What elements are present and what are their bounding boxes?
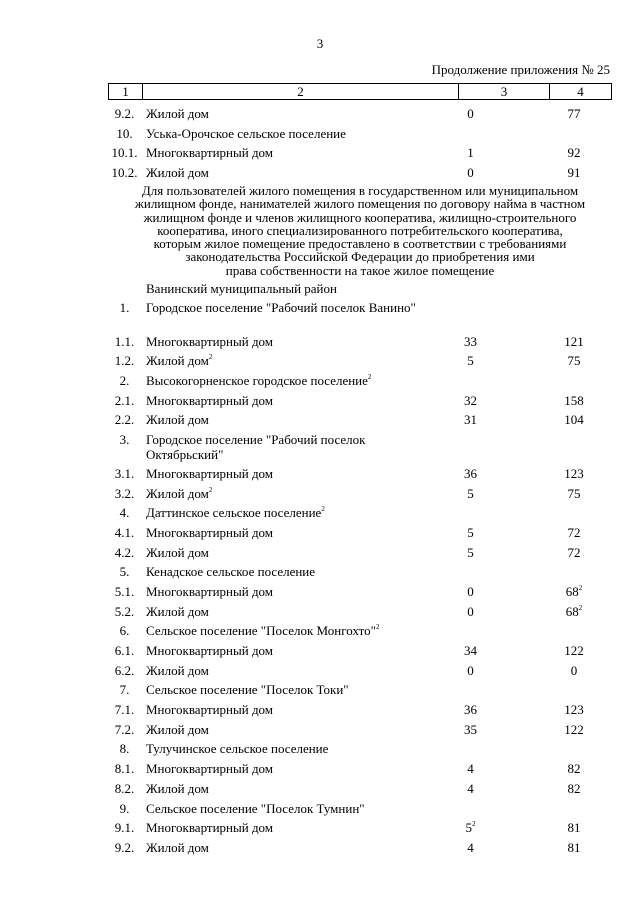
table-row bbox=[108, 545, 612, 565]
row-name: Жилой дом$^2$ bbox=[146, 353, 213, 369]
row-number: 5. bbox=[119, 564, 130, 580]
row-name: Многоквартирный дом bbox=[146, 465, 274, 481]
row-col-4: 81 bbox=[567, 839, 581, 855]
row-name: Жилой дом bbox=[146, 544, 209, 560]
note-line: жилищном фонде, нанимателей жилого помещения по договору найма в частном bbox=[134, 196, 586, 212]
row-number: 8.1. bbox=[114, 761, 135, 777]
row-name: Многоквартирный дом bbox=[146, 702, 274, 718]
table-row bbox=[108, 393, 612, 413]
row-col-4: 72 bbox=[567, 544, 581, 560]
row-col-4: 158 bbox=[564, 392, 584, 408]
row-col-4: 123 bbox=[564, 465, 584, 481]
table-row bbox=[108, 300, 612, 334]
row-name: Многоквартирный дом bbox=[146, 145, 274, 161]
row-name: Жилой дом bbox=[146, 780, 209, 796]
row-number: 3.1. bbox=[114, 465, 135, 481]
row-number: 6.2. bbox=[114, 662, 135, 678]
table-row bbox=[108, 505, 612, 525]
row-col-3: 0 bbox=[467, 106, 474, 121]
table-row bbox=[108, 702, 612, 722]
note-line: жилищном фонде и членов жилищного кооператива, жилищно-строительного bbox=[143, 209, 577, 225]
table-row bbox=[108, 663, 612, 683]
row-number: 7. bbox=[119, 682, 130, 698]
row-name: Уська-Орочское сельское поселение bbox=[146, 125, 346, 141]
row-number: 6.1. bbox=[114, 643, 135, 658]
row-number: 2.1. bbox=[114, 392, 135, 408]
row-name: Жилой дом bbox=[146, 164, 209, 180]
row-name: Жилой дом bbox=[146, 721, 209, 737]
footnote-mark: 2 bbox=[208, 485, 213, 494]
row-col-4: 82 bbox=[567, 761, 581, 777]
table-row bbox=[108, 145, 612, 165]
row-name: Многоквартирный дом bbox=[146, 820, 274, 836]
row-number: 1.2. bbox=[114, 353, 135, 369]
row-number: 2. bbox=[119, 373, 130, 389]
row-name: Многоквартирный дом bbox=[146, 392, 274, 408]
table-row bbox=[108, 353, 612, 373]
row-name: Городское поселение "Рабочий поселок Октябрьский" bbox=[146, 432, 366, 463]
note-line: которым жилое помещение предоставлено в соответствии с требованиями bbox=[153, 236, 567, 252]
row-col-4: 92 bbox=[567, 145, 581, 161]
row-number: 9.2. bbox=[114, 106, 135, 121]
row-col-3: 5 bbox=[467, 524, 474, 540]
footnote-mark: 2 bbox=[578, 603, 583, 612]
table-row bbox=[108, 564, 612, 584]
table-row bbox=[108, 466, 612, 486]
row-name: Сельское поселение "Поселок Монгохто"$^2$ bbox=[146, 623, 380, 639]
table-row bbox=[108, 840, 612, 860]
row-col-3: 5 bbox=[467, 353, 474, 369]
row-name: Жилой дом$^2$ bbox=[146, 485, 213, 501]
region-title: Ванинский муниципальный район bbox=[146, 281, 337, 296]
table-row bbox=[108, 486, 612, 506]
row-col-3: 36 bbox=[464, 465, 477, 481]
table-row bbox=[108, 820, 612, 840]
note-line: Для пользователей жилого помещения в государственном или муниципальном bbox=[141, 183, 579, 198]
row-name: Многоквартирный дом bbox=[146, 524, 274, 540]
row-col-4: 75 bbox=[567, 353, 581, 369]
row-col-3: 0 bbox=[467, 662, 474, 678]
row-col-3: 36 bbox=[464, 702, 477, 718]
row-col-3: 1 bbox=[467, 145, 474, 161]
row-col-3: 0 bbox=[467, 603, 474, 619]
footnote-mark: 2 bbox=[321, 505, 325, 514]
row-number: 6. bbox=[119, 623, 130, 639]
row-name: Сельское поселение "Поселок Токи" bbox=[146, 682, 349, 698]
row-col-3: $5^2$ bbox=[465, 820, 476, 836]
row-number: 8. bbox=[119, 741, 130, 757]
row-name: Жилой дом bbox=[146, 603, 209, 619]
row-name: Многоквартирный дом bbox=[146, 333, 274, 349]
note-line: законодательства Российской Федерации до приобретения ими bbox=[185, 249, 535, 265]
row-name: Многоквартирный дом bbox=[146, 643, 274, 658]
row-number: 10. bbox=[116, 125, 133, 141]
row-number: 9.2. bbox=[114, 839, 135, 855]
row-col-3: 35 bbox=[464, 721, 477, 737]
row-col-4: 122 bbox=[564, 643, 584, 658]
footnote-mark: 2 bbox=[367, 373, 372, 382]
row-col-3: 4 bbox=[467, 761, 474, 777]
row-name: Тулучинское сельское поселение bbox=[146, 741, 329, 757]
row-number: 8.2. bbox=[114, 780, 135, 796]
row-number: 3.2. bbox=[114, 485, 135, 501]
note-line: права собственности на такое жилое помещение bbox=[225, 262, 495, 278]
row-col-4: 72 bbox=[567, 524, 581, 540]
category-note bbox=[108, 184, 612, 277]
table-row bbox=[108, 801, 612, 821]
table-row bbox=[108, 643, 612, 663]
table-row bbox=[108, 525, 612, 545]
row-col-4: 77 bbox=[567, 106, 581, 121]
table-row bbox=[108, 722, 612, 742]
table-row bbox=[108, 623, 612, 643]
row-col-3: 5 bbox=[467, 485, 474, 501]
header-col-4: 4 bbox=[577, 84, 584, 99]
table-row bbox=[108, 106, 612, 126]
row-col-4: 82 bbox=[567, 780, 581, 796]
continuation-label: Продолжение приложения № 25 bbox=[431, 62, 610, 77]
row-col-3: 4 bbox=[467, 780, 474, 796]
footnote-mark: 2 bbox=[472, 820, 476, 829]
row-col-3: 0 bbox=[467, 583, 474, 599]
row-col-3: 32 bbox=[464, 392, 477, 408]
row-col-4: 0 bbox=[570, 662, 578, 678]
header-col-3: 3 bbox=[459, 84, 550, 99]
row-col-3: 0 bbox=[467, 164, 474, 180]
row-col-4: 122 bbox=[564, 721, 584, 737]
row-col-3: 31 bbox=[464, 412, 477, 428]
footnote-mark: 2 bbox=[578, 583, 583, 592]
row-name: Жилой дом bbox=[146, 662, 209, 678]
row-number: 2.2. bbox=[114, 412, 135, 428]
table-row bbox=[108, 334, 612, 354]
table-row bbox=[108, 584, 612, 604]
row-col-3: 4 bbox=[467, 839, 474, 855]
row-name: Многоквартирный дом bbox=[146, 583, 274, 599]
row-number: 1. bbox=[119, 300, 130, 315]
table-row bbox=[108, 126, 612, 146]
table-row bbox=[108, 682, 612, 702]
table-row bbox=[108, 373, 612, 393]
table-row bbox=[108, 761, 612, 781]
table-row bbox=[108, 165, 612, 185]
table-row bbox=[108, 741, 612, 761]
row-number: 4. bbox=[119, 505, 130, 521]
row-col-4: 104 bbox=[564, 412, 584, 428]
row-name: Кенадское сельское поселение bbox=[146, 564, 316, 580]
page-number: 3 bbox=[316, 36, 324, 51]
table-row bbox=[108, 432, 612, 466]
row-name: Жилой дом bbox=[146, 839, 209, 855]
row-col-4: 121 bbox=[564, 333, 584, 349]
row-col-3: 33 bbox=[464, 333, 477, 349]
row-col-4: $68^2$ bbox=[565, 583, 583, 599]
row-number: 10.1. bbox=[111, 145, 138, 161]
row-name: Городское поселение "Рабочий поселок Ванино" bbox=[146, 300, 416, 315]
table-header bbox=[108, 83, 612, 100]
table-row bbox=[108, 781, 612, 801]
row-name: Многоквартирный дом bbox=[146, 761, 274, 777]
row-name: Даттинское сельское поселение$^2$ bbox=[146, 505, 325, 521]
row-col-3: 34 bbox=[464, 643, 477, 658]
region-heading-row bbox=[108, 281, 612, 296]
row-name: Сельское поселение "Поселок Тумнин" bbox=[146, 800, 365, 816]
note-line: кооператива, иного специализированного потребительского кооператива, bbox=[157, 222, 563, 238]
row-name: Жилой дом bbox=[146, 412, 209, 428]
row-col-4: 75 bbox=[567, 485, 581, 501]
row-col-4: 91 bbox=[567, 164, 581, 180]
table-row bbox=[108, 412, 612, 432]
row-col-4: 81 bbox=[567, 820, 581, 836]
main-table-rows bbox=[108, 300, 612, 860]
row-number: 3. bbox=[119, 432, 130, 448]
row-col-4: 123 bbox=[564, 702, 584, 718]
row-number: 9. bbox=[119, 800, 130, 816]
header-col-1: 1 bbox=[109, 84, 143, 99]
row-name: Жилой дом bbox=[146, 106, 209, 121]
row-name: Высокогорненское городское поселение$^2$ bbox=[146, 373, 372, 389]
row-number: 7.1. bbox=[114, 702, 135, 718]
row-number: 5.1. bbox=[114, 583, 135, 599]
row-number: 4.2. bbox=[114, 544, 135, 560]
top-table-rows bbox=[108, 106, 612, 184]
row-number: 7.2. bbox=[114, 721, 135, 737]
row-col-3: 5 bbox=[467, 544, 474, 560]
table-row bbox=[108, 604, 612, 624]
footnote-mark: 2 bbox=[375, 623, 380, 632]
row-col-4: $68^2$ bbox=[565, 603, 583, 619]
footnote-mark: 2 bbox=[208, 353, 213, 362]
row-number: 9.1. bbox=[114, 820, 135, 836]
row-number: 4.1. bbox=[114, 524, 135, 540]
row-number: 1.1. bbox=[114, 333, 135, 349]
row-number: 5.2. bbox=[114, 603, 135, 619]
row-number: 10.2. bbox=[111, 164, 138, 180]
header-col-2: 2 bbox=[143, 84, 459, 99]
